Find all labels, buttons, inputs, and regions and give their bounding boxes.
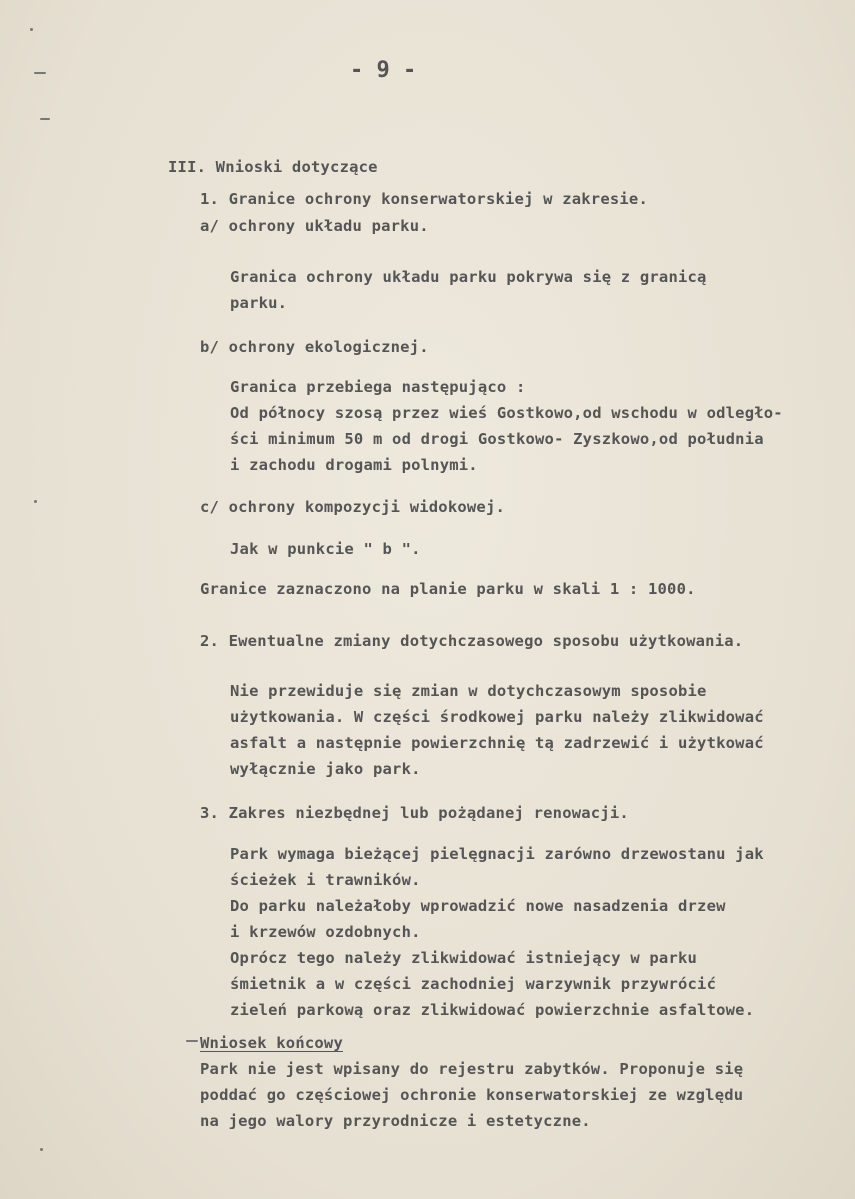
item1-a-line: parku. xyxy=(230,294,288,312)
item1-a-line: Granica ochrony układu parku pokrywa się z granicą xyxy=(230,268,707,286)
item1-b-line: i zachodu drogami polnymi. xyxy=(230,456,478,474)
page-number: - 9 - xyxy=(350,58,417,83)
item3-line: Park wymaga bieżącej pielęgnacji zarówno drzewostanu jak xyxy=(230,845,764,863)
item1-heading: 1. Granice ochrony konserwatorskiej w zakresie. xyxy=(200,190,648,208)
scan-speck xyxy=(186,1040,198,1042)
item2-heading: 2. Ewentualne zmiany dotychczasowego sposobu użytkowania. xyxy=(200,632,744,650)
item1-a-label: a/ ochrony układu parku. xyxy=(200,217,429,235)
item1-scale-note: Granice zaznaczono na planie parku w skali 1 : 1000. xyxy=(200,580,696,598)
item1-b-line: ści minimum 50 m od drogi Gostkowo- Zyszkowo,od południa xyxy=(230,430,764,448)
scan-speck xyxy=(30,28,33,31)
conclusion-line: na jego walory przyrodnicze i estetyczne. xyxy=(200,1112,591,1130)
item1-b-label: b/ ochrony ekologicznej. xyxy=(200,338,429,356)
item3-line: i krzewów ozdobnych. xyxy=(230,923,421,941)
item3-line: ścieżek i trawników. xyxy=(230,871,421,889)
conclusion-line: poddać go częściowej ochronie konserwatorskiej ze względu xyxy=(200,1086,744,1104)
item3-line: zieleń parkową oraz zlikwidować powierzchnie asfaltowe. xyxy=(230,1001,755,1019)
scan-speck xyxy=(34,72,46,74)
item1-b-line: Od północy szosą przez wieś Gostkowo,od wschodu w odległo- xyxy=(230,404,783,422)
item2-line: asfalt a następnie powierzchnię tą zadrzewić i użytkować xyxy=(230,734,764,752)
section-heading: III. Wnioski dotyczące xyxy=(168,158,378,176)
item1-b-line: Granica przebiega następująco : xyxy=(230,378,526,396)
scan-speck xyxy=(34,500,37,503)
item3-heading: 3. Zakres niezbędnej lub pożądanej renowacji. xyxy=(200,804,629,822)
item2-line: Nie przewiduje się zmian w dotychczasowym sposobie xyxy=(230,682,707,700)
scan-speck xyxy=(40,1148,43,1151)
item1-c-text: Jak w punkcie " b ". xyxy=(230,540,421,558)
item3-line: Do parku należałoby wprowadzić nowe nasadzenia drzew xyxy=(230,897,726,915)
item1-c-label: c/ ochrony kompozycji widokowej. xyxy=(200,498,506,516)
scan-speck xyxy=(40,118,50,120)
item2-line: wyłącznie jako park. xyxy=(230,760,421,778)
item2-line: użytkowania. W części środkowej parku należy zlikwidować xyxy=(230,708,764,726)
item3-line: Oprócz tego należy zlikwidować istniejący w parku xyxy=(230,949,698,967)
item3-line: śmietnik a w części zachodniej warzywnik przywrócić xyxy=(230,975,717,993)
conclusion-heading: Wniosek końcowy xyxy=(200,1034,343,1052)
conclusion-line: Park nie jest wpisany do rejestru zabytków. Proponuje się xyxy=(200,1060,744,1078)
